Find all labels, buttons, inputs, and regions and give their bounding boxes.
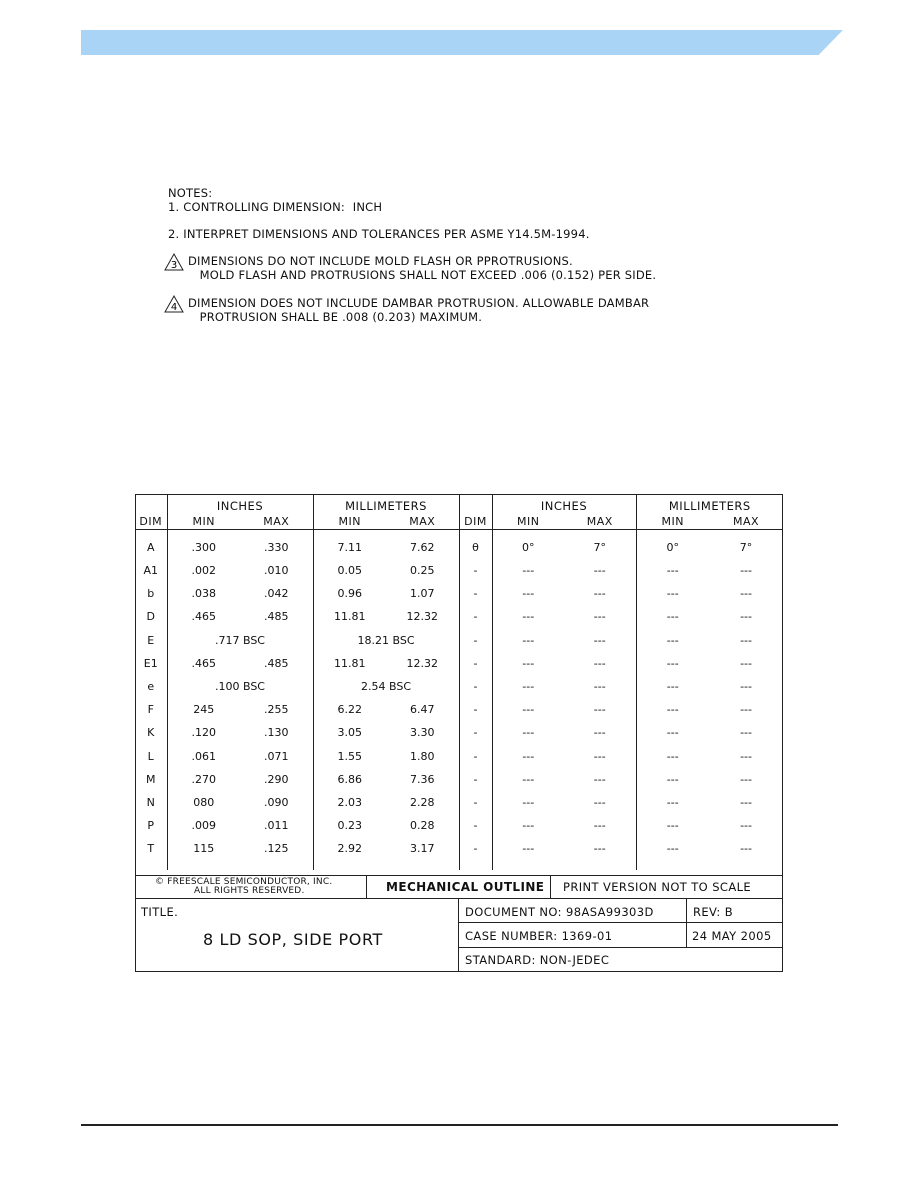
note-3b: MOLD FLASH AND PROTRUSIONS SHALL NOT EXCEED .006 (0.152) PER SIDE. xyxy=(188,268,657,282)
table-cell: - xyxy=(459,629,492,652)
table-cell: .485 xyxy=(264,610,289,624)
table-row xyxy=(135,530,783,560)
table-cell: 7.62 xyxy=(410,541,435,554)
table-cell: E1 xyxy=(143,656,158,670)
case-number: CASE NUMBER: 1369-01 xyxy=(465,929,613,943)
table-cell: --- xyxy=(492,675,564,698)
table-cell: --- xyxy=(740,726,752,740)
table-cell: --- xyxy=(593,564,606,578)
table-row xyxy=(135,582,783,605)
table-cell: --- xyxy=(740,564,752,578)
table-cell: .100 BSC xyxy=(167,675,313,698)
table-cell: .485 xyxy=(264,656,289,670)
table-cell: --- xyxy=(636,629,709,652)
note-1: 1. CONTROLLING DIMENSION: INCH xyxy=(168,200,383,214)
table-cell: .042 xyxy=(264,587,289,601)
table-cell: 7.11 xyxy=(313,530,386,560)
table-cell: .010 xyxy=(264,564,289,578)
titleblock-divider xyxy=(550,875,551,898)
table-cell: --- xyxy=(593,680,606,694)
table-cell: - xyxy=(459,721,492,744)
header-millimeters-2: MILLIMETERS xyxy=(636,494,783,513)
table-cell: 7.36 xyxy=(410,772,435,786)
table-cell: --- xyxy=(492,605,564,628)
table-cell: --- xyxy=(636,559,709,582)
table-cell: .120 xyxy=(167,721,240,744)
notes-heading: NOTES: xyxy=(168,186,213,200)
table-cell: --- xyxy=(740,633,752,647)
title-label: TITLE. xyxy=(141,905,179,919)
table-row xyxy=(135,559,783,582)
table-cell: 12.32 xyxy=(406,656,438,670)
table-cell: 6.86 xyxy=(313,768,386,791)
table-cell: 11.81 xyxy=(313,605,386,628)
table-cell: --- xyxy=(492,768,564,791)
table-cell: - xyxy=(459,698,492,721)
header-inches: INCHES xyxy=(167,494,313,513)
table-cell: --- xyxy=(740,656,752,670)
header-max: MAX xyxy=(586,514,613,528)
header-dim: DIM xyxy=(139,514,163,528)
table-cell: .002 xyxy=(167,559,240,582)
table-cell: T xyxy=(147,842,155,856)
notes-block xyxy=(168,186,656,324)
table-cell: 0.96 xyxy=(313,582,386,605)
table-cell: 0.28 xyxy=(410,819,435,833)
header-min: MIN xyxy=(636,513,709,530)
titleblock-divider xyxy=(366,875,367,898)
table-cell: --- xyxy=(740,795,752,809)
table-cell: --- xyxy=(492,698,564,721)
standard: STANDARD: NON-JEDEC xyxy=(465,953,610,967)
table-row xyxy=(135,675,783,698)
mechanical-outline-label: MECHANICAL OUTLINE xyxy=(386,880,545,894)
table-cell: --- xyxy=(593,842,606,856)
header-dim: DIM xyxy=(459,513,492,530)
table-cell: 12.32 xyxy=(406,610,438,624)
table-cell: .125 xyxy=(264,842,289,856)
table-cell: - xyxy=(459,559,492,582)
table-cell: --- xyxy=(740,772,752,786)
table-cell: - xyxy=(459,605,492,628)
table-cell: 2.92 xyxy=(313,837,386,870)
table-cell: - xyxy=(459,675,492,698)
table-row xyxy=(135,745,783,768)
table-cell: F xyxy=(147,703,154,717)
table-cell: --- xyxy=(593,587,606,601)
table-cell: 080 xyxy=(167,791,240,814)
table-cell: 1.55 xyxy=(313,745,386,768)
table-cell: --- xyxy=(740,703,752,717)
table-cell: 0.05 xyxy=(313,559,386,582)
table-cell: --- xyxy=(492,837,564,870)
table-cell: --- xyxy=(636,698,709,721)
table-cell: --- xyxy=(636,652,709,675)
table-cell: --- xyxy=(492,745,564,768)
table-cell: E xyxy=(147,633,155,647)
table-cell: --- xyxy=(593,726,606,740)
table-cell: - xyxy=(459,837,492,870)
table-cell: --- xyxy=(593,633,606,647)
table-cell: --- xyxy=(636,675,709,698)
table-cell: --- xyxy=(740,587,752,601)
table-row xyxy=(135,698,783,721)
table-cell: --- xyxy=(636,837,709,870)
note-3-flag-number: 3 xyxy=(170,260,178,271)
table-cell: --- xyxy=(636,721,709,744)
table-cell: 3.05 xyxy=(313,721,386,744)
table-cell: - xyxy=(459,745,492,768)
copyright-line-2: ALL RIGHTS RESERVED. xyxy=(194,886,305,896)
header-bar xyxy=(81,30,843,55)
table-row xyxy=(135,837,783,870)
table-row xyxy=(135,721,783,744)
table-cell: 7° xyxy=(593,541,607,554)
copyright-line-1: © FREESCALE SEMICONDUCTOR, INC. xyxy=(155,877,333,887)
table-cell: --- xyxy=(492,559,564,582)
table-cell: - xyxy=(459,582,492,605)
table-cell: .009 xyxy=(167,814,240,837)
table-cell: A xyxy=(146,541,155,554)
table-cell: 3.17 xyxy=(410,842,435,856)
table-cell: --- xyxy=(593,610,606,624)
note-4b: PROTRUSION SHALL BE .008 (0.203) MAXIMUM. xyxy=(188,310,483,324)
header-millimeters: MILLIMETERS xyxy=(313,494,459,513)
table-cell: M xyxy=(146,772,156,786)
table-cell: --- xyxy=(593,703,606,717)
table-cell: --- xyxy=(492,721,564,744)
table-cell: --- xyxy=(636,814,709,837)
table-cell: .255 xyxy=(264,703,289,717)
table-cell: .270 xyxy=(167,768,240,791)
table-row xyxy=(135,629,783,652)
table-cell: --- xyxy=(492,652,564,675)
table-row xyxy=(135,652,783,675)
table-cell: D xyxy=(146,610,155,624)
table-cell: P xyxy=(147,819,155,833)
table-cell: --- xyxy=(740,610,752,624)
revision-date: 24 MAY 2005 xyxy=(692,929,772,943)
table-cell: --- xyxy=(593,656,606,670)
table-cell: K xyxy=(147,726,155,740)
header-max: MAX xyxy=(409,514,436,528)
table-cell: 245 xyxy=(167,698,240,721)
table-cell: θ xyxy=(459,530,492,560)
table-cell: --- xyxy=(593,772,606,786)
table-cell: - xyxy=(459,814,492,837)
titleblock-top-rule xyxy=(135,875,783,876)
table-cell: 115 xyxy=(167,837,240,870)
table-cell: .071 xyxy=(264,749,289,763)
table-row xyxy=(135,605,783,628)
table-cell: .330 xyxy=(264,541,289,554)
table-cell: .290 xyxy=(264,772,289,786)
table-cell: --- xyxy=(636,605,709,628)
header-max: MAX xyxy=(732,514,760,528)
table-cell: .090 xyxy=(264,795,289,809)
header-min: MIN xyxy=(167,513,240,530)
titleblock-divider xyxy=(458,898,459,971)
dimension-table xyxy=(135,494,783,870)
table-cell: --- xyxy=(593,819,606,833)
table-row xyxy=(135,814,783,837)
table-cell: b xyxy=(147,587,155,601)
table-cell: .130 xyxy=(264,726,289,740)
print-version-label: PRINT VERSION NOT TO SCALE xyxy=(563,880,752,894)
table-cell: --- xyxy=(740,749,752,763)
table-cell: .061 xyxy=(167,745,240,768)
table-cell: 2.54 BSC xyxy=(313,675,459,698)
note-4-flag-icon xyxy=(164,295,184,313)
table-cell: A1 xyxy=(143,564,159,578)
dimension-rows xyxy=(135,530,783,871)
table-cell: .011 xyxy=(264,819,289,833)
note-3-flag-icon xyxy=(164,253,184,271)
table-cell: 2.03 xyxy=(313,791,386,814)
table-cell: --- xyxy=(636,745,709,768)
table-cell: 6.22 xyxy=(313,698,386,721)
table-cell: 7° xyxy=(739,541,753,554)
table-row xyxy=(135,768,783,791)
table-cell: 3.30 xyxy=(410,726,435,740)
document-number: DOCUMENT NO: 98ASA99303D xyxy=(465,905,654,919)
table-cell: - xyxy=(459,791,492,814)
table-cell: .465 xyxy=(167,652,240,675)
table-cell: --- xyxy=(740,819,752,833)
table-cell: L xyxy=(147,749,154,763)
table-cell: 6.47 xyxy=(410,703,435,717)
header-min: MIN xyxy=(492,513,564,530)
table-row xyxy=(135,791,783,814)
table-cell: - xyxy=(459,652,492,675)
table-cell: --- xyxy=(492,582,564,605)
table-cell: .717 BSC xyxy=(167,629,313,652)
table-cell: 18.21 BSC xyxy=(313,629,459,652)
table-cell: --- xyxy=(740,680,752,694)
table-cell: 2.28 xyxy=(410,795,435,809)
table-cell: .300 xyxy=(167,530,240,560)
note-4-flag-number: 4 xyxy=(170,302,178,313)
titleblock-rule xyxy=(458,922,783,923)
table-cell: --- xyxy=(636,768,709,791)
table-cell: .038 xyxy=(167,582,240,605)
table-cell: 0° xyxy=(492,530,564,560)
header-min: MIN xyxy=(313,513,386,530)
table-cell: --- xyxy=(593,749,606,763)
table-cell: 1.80 xyxy=(410,749,435,763)
table-cell: --- xyxy=(740,842,752,856)
note-4a: DIMENSION DOES NOT INCLUDE DAMBAR PROTRUSION. ALLOWABLE DAMBAR xyxy=(188,296,650,310)
table-cell: N xyxy=(146,795,155,809)
note-3a: DIMENSIONS DO NOT INCLUDE MOLD FLASH OR PPROTRUSIONS. xyxy=(188,254,573,268)
drawing-title: 8 LD SOP, SIDE PORT xyxy=(203,930,383,949)
table-cell: - xyxy=(459,768,492,791)
table-cell: 1.07 xyxy=(410,587,435,601)
table-cell: e xyxy=(147,680,155,694)
table-cell: 0.25 xyxy=(410,564,435,578)
table-cell: --- xyxy=(492,814,564,837)
table-cell: --- xyxy=(492,791,564,814)
footer-rule xyxy=(81,1124,838,1126)
table-cell: --- xyxy=(593,795,606,809)
table-cell: 0.23 xyxy=(313,814,386,837)
table-cell: --- xyxy=(636,791,709,814)
table-cell: .465 xyxy=(167,605,240,628)
revision: REV: B xyxy=(693,905,734,919)
header-max: MAX xyxy=(263,514,290,528)
note-2: 2. INTERPRET DIMENSIONS AND TOLERANCES PER ASME Y14.5M-1994. xyxy=(168,227,590,241)
table-cell: --- xyxy=(492,629,564,652)
table-cell: 11.81 xyxy=(313,652,386,675)
table-cell: --- xyxy=(636,582,709,605)
titleblock-rule xyxy=(458,947,783,948)
table-cell: 0° xyxy=(636,530,709,560)
header-inches-2: INCHES xyxy=(492,494,636,513)
